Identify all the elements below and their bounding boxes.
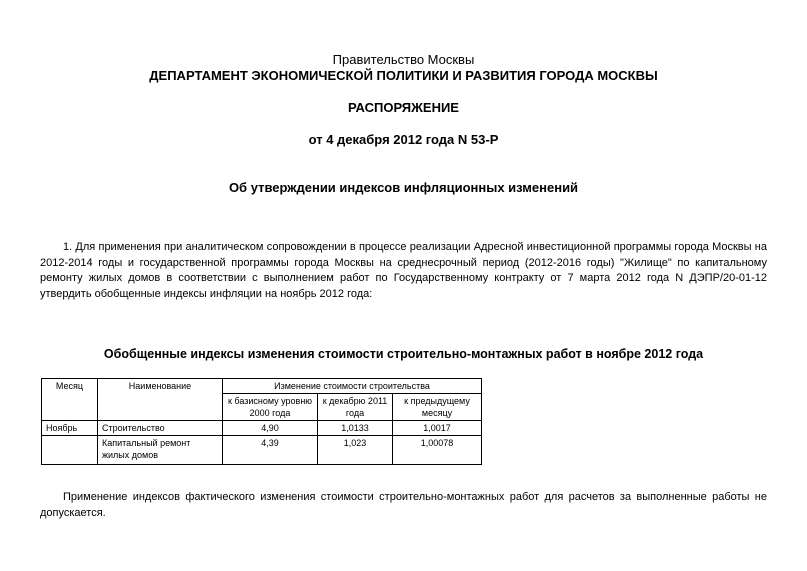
paragraph-1: 1. Для применения при аналитическом сопровождении в процессе реализации Адресной инвестиционной программы города Москвы на 2012-2014 годы и государственной программы города Москвы на среднесрочный период (2012-2016 годы) "Жилище" по капитальному ремонту жилых домов в соответствии с выполнением работ по Государственному контракту от 7 марта 2012 года N ДЭПР/20-01-12 утвердить обобщенные индексы инфляции на ноябрь 2012 года: [40,241,767,300]
table-row [42,421,482,436]
indices-table [41,378,482,465]
cell-dec-2011: 1,023 [318,436,393,465]
table-title: Обобщенные индексы изменения стоимости строительно-монтажных работ в ноябре 2012 года [103,347,704,361]
header-prev-month: к предыдущему месяцу [393,394,482,421]
government-name: Правительство Москвы [332,52,475,67]
cell-base-2000: 4,39 [223,436,318,465]
cell-dec-2011: 1,0133 [318,421,393,436]
table-row [42,436,482,465]
header-cost-change: Изменение стоимости строительства [223,379,482,394]
header-name: Наименование [98,379,223,421]
note-paragraph: Применение индексов фактического изменения стоимости строительно-монтажных работ для расчетов за выполненные работы не допускается. [40,491,767,519]
header-month: Месяц [42,379,98,421]
document-type: РАСПОРЯЖЕНИЕ [348,100,459,115]
cell-name: Строительство [98,421,223,436]
document-date-number: от 4 декабря 2012 года N 53-Р [308,132,499,147]
cell-name: Капитальный ремонт жилых домов [98,436,223,465]
department-name: ДЕПАРТАМЕНТ ЭКОНОМИЧЕСКОЙ ПОЛИТИКИ И РАЗВИТИЯ ГОРОДА МОСКВЫ [149,68,658,83]
document-subject: Об утверждении индексов инфляционных изменений [228,180,579,195]
table-header-row [42,379,482,394]
cell-prev-month: 1,0017 [393,421,482,436]
cell-base-2000: 4,90 [223,421,318,436]
cell-month [42,436,98,465]
header-dec-2011: к декабрю 2011 года [318,394,393,421]
header-base-2000: к базисному уровню 2000 года [223,394,318,421]
cell-prev-month: 1,00078 [393,436,482,465]
cell-month: Ноябрь [42,421,98,436]
